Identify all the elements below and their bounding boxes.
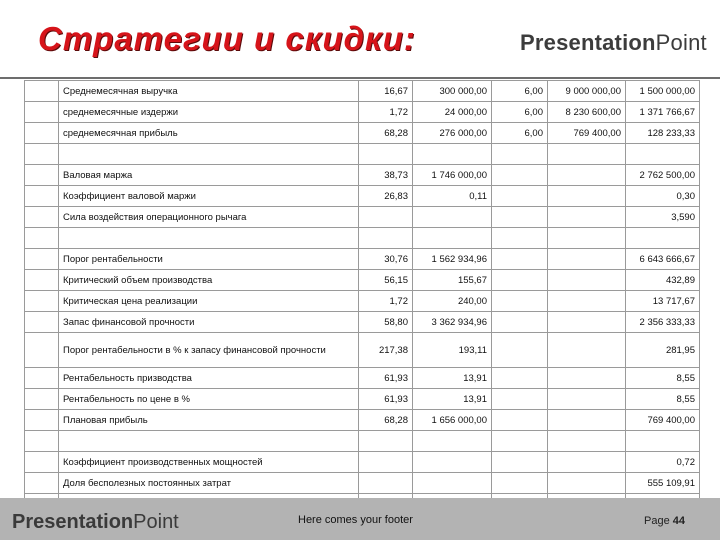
table-row xyxy=(25,102,700,123)
table-row xyxy=(25,270,700,291)
value-col-2: 1,72 xyxy=(359,291,413,312)
value-col-5 xyxy=(548,207,626,228)
value-col-4 xyxy=(492,207,548,228)
table-row xyxy=(25,291,700,312)
value-col-5 xyxy=(548,165,626,186)
value-col-6: 2 762 500,00 xyxy=(626,165,700,186)
value-col-4 xyxy=(492,165,548,186)
row-marker-cell xyxy=(25,312,59,333)
value-col-2: 38,73 xyxy=(359,165,413,186)
table-row xyxy=(25,207,700,228)
table-row xyxy=(25,249,700,270)
value-col-5 xyxy=(548,144,626,165)
row-label: Сила воздействия операционного рычага xyxy=(59,207,359,228)
table-row xyxy=(25,144,700,165)
table-row xyxy=(25,81,700,102)
value-col-4 xyxy=(492,249,548,270)
value-col-4 xyxy=(492,410,548,431)
value-col-2: 56,15 xyxy=(359,270,413,291)
value-col-5 xyxy=(548,312,626,333)
value-col-3 xyxy=(413,144,492,165)
value-col-6: 555 109,91 xyxy=(626,473,700,494)
value-col-2: 61,93 xyxy=(359,389,413,410)
value-col-2: 68,28 xyxy=(359,410,413,431)
row-marker-cell xyxy=(25,368,59,389)
row-marker-cell xyxy=(25,123,59,144)
value-col-2: 58,80 xyxy=(359,312,413,333)
row-marker-cell xyxy=(25,291,59,312)
presentationpoint-logo xyxy=(520,30,707,56)
value-col-3: 193,11 xyxy=(413,333,492,368)
value-col-6 xyxy=(626,144,700,165)
row-label: Коэффициент валовой маржи xyxy=(59,186,359,207)
page-number: 44 xyxy=(672,515,686,527)
row-marker-cell xyxy=(25,452,59,473)
table-row xyxy=(25,368,700,389)
value-col-6: 0,30 xyxy=(626,186,700,207)
value-col-5 xyxy=(548,333,626,368)
page-indicator xyxy=(644,515,685,527)
row-label: среднемесячная прибыль xyxy=(59,123,359,144)
value-col-4 xyxy=(492,473,548,494)
table-row xyxy=(25,473,700,494)
value-col-2 xyxy=(359,144,413,165)
value-col-4 xyxy=(492,186,548,207)
value-col-3: 13,91 xyxy=(413,389,492,410)
row-label: Валовая маржа xyxy=(59,165,359,186)
logo-word-point: Point xyxy=(133,511,179,533)
row-label xyxy=(59,431,359,452)
value-col-4 xyxy=(492,452,548,473)
row-marker-cell xyxy=(25,228,59,249)
footer-text: Here comes your footer xyxy=(298,514,413,526)
value-col-4 xyxy=(492,228,548,249)
value-col-4 xyxy=(492,389,548,410)
value-col-3: 1 746 000,00 xyxy=(413,165,492,186)
value-col-2 xyxy=(359,431,413,452)
value-col-4: 6,00 xyxy=(492,81,548,102)
table-row xyxy=(25,165,700,186)
value-col-6: 1 500 000,00 xyxy=(626,81,700,102)
row-label: Порог рентабельности xyxy=(59,249,359,270)
row-label: Среднемесячная выручка xyxy=(59,81,359,102)
value-col-3 xyxy=(413,473,492,494)
row-label: Рентабельность призводства xyxy=(59,368,359,389)
value-col-2 xyxy=(359,473,413,494)
table-body xyxy=(25,81,700,517)
value-col-3: 0,11 xyxy=(413,186,492,207)
row-label: Критический объем производства xyxy=(59,270,359,291)
value-col-3: 1 656 000,00 xyxy=(413,410,492,431)
value-col-3 xyxy=(413,228,492,249)
table-row xyxy=(25,333,700,368)
table-row xyxy=(25,123,700,144)
value-col-3 xyxy=(413,431,492,452)
value-col-6: 13 717,67 xyxy=(626,291,700,312)
value-col-6: 6 643 666,67 xyxy=(626,249,700,270)
value-col-4: 6,00 xyxy=(492,102,548,123)
value-col-2: 61,93 xyxy=(359,368,413,389)
value-col-3: 300 000,00 xyxy=(413,81,492,102)
value-col-5 xyxy=(548,431,626,452)
value-col-3: 240,00 xyxy=(413,291,492,312)
value-col-6 xyxy=(626,228,700,249)
value-col-6: 769 400,00 xyxy=(626,410,700,431)
logo-word-presentation: Presentation xyxy=(520,30,656,55)
row-marker-cell xyxy=(25,431,59,452)
value-col-3: 24 000,00 xyxy=(413,102,492,123)
value-col-6: 8,55 xyxy=(626,389,700,410)
value-col-3 xyxy=(413,207,492,228)
row-label: Порог рентабельности в % к запасу финансовой прочности xyxy=(59,333,359,368)
table-row xyxy=(25,228,700,249)
value-col-4 xyxy=(492,368,548,389)
row-marker-cell xyxy=(25,389,59,410)
table-row xyxy=(25,431,700,452)
row-label: Критическая цена реализации xyxy=(59,291,359,312)
row-marker-cell xyxy=(25,186,59,207)
value-col-2: 217,38 xyxy=(359,333,413,368)
value-col-5 xyxy=(548,410,626,431)
value-col-6: 281,95 xyxy=(626,333,700,368)
value-col-6: 1 371 766,67 xyxy=(626,102,700,123)
value-col-3: 155,67 xyxy=(413,270,492,291)
value-col-3: 13,91 xyxy=(413,368,492,389)
value-col-4 xyxy=(492,291,548,312)
row-label: Рентабельность по цене в % xyxy=(59,389,359,410)
value-col-4 xyxy=(492,312,548,333)
row-marker-cell xyxy=(25,144,59,165)
value-col-6: 2 356 333,33 xyxy=(626,312,700,333)
row-label xyxy=(59,228,359,249)
logo-word-presentation: Presentation xyxy=(12,511,134,533)
value-col-3: 276 000,00 xyxy=(413,123,492,144)
row-marker-cell xyxy=(25,410,59,431)
value-col-2 xyxy=(359,452,413,473)
table-row xyxy=(25,389,700,410)
value-col-5 xyxy=(548,291,626,312)
row-marker-cell xyxy=(25,165,59,186)
value-col-3 xyxy=(413,452,492,473)
slide-title: Стратегии и скидки: xyxy=(38,20,416,57)
value-col-2 xyxy=(359,228,413,249)
page-label: Page xyxy=(644,515,670,527)
logo-word-point: Point xyxy=(655,30,707,55)
row-marker-cell xyxy=(25,81,59,102)
value-col-2 xyxy=(359,207,413,228)
value-col-6: 0,72 xyxy=(626,452,700,473)
row-label: Плановая прибыль xyxy=(59,410,359,431)
value-col-6: 3,590 xyxy=(626,207,700,228)
row-label: Доля бесполезных постоянных затрат xyxy=(59,473,359,494)
footer-presentationpoint-logo xyxy=(12,511,179,534)
row-label: среднемесячные издержи xyxy=(59,102,359,123)
row-marker-cell xyxy=(25,473,59,494)
row-marker-cell xyxy=(25,270,59,291)
value-col-6: 432,89 xyxy=(626,270,700,291)
table-row xyxy=(25,312,700,333)
row-marker-cell xyxy=(25,102,59,123)
value-col-3: 1 562 934,96 xyxy=(413,249,492,270)
value-col-4 xyxy=(492,144,548,165)
value-col-2: 16,67 xyxy=(359,81,413,102)
value-col-2: 1,72 xyxy=(359,102,413,123)
table-row xyxy=(25,186,700,207)
header-divider xyxy=(0,77,720,79)
value-col-3: 3 362 934,96 xyxy=(413,312,492,333)
row-marker-cell xyxy=(25,249,59,270)
row-label: Запас финансовой прочности xyxy=(59,312,359,333)
value-col-6: 128 233,33 xyxy=(626,123,700,144)
value-col-6 xyxy=(626,431,700,452)
value-col-2: 68,28 xyxy=(359,123,413,144)
row-marker-cell xyxy=(25,207,59,228)
value-col-5: 9 000 000,00 xyxy=(548,81,626,102)
row-marker-cell xyxy=(25,333,59,368)
value-col-4: 6,00 xyxy=(492,123,548,144)
value-col-5 xyxy=(548,228,626,249)
strategy-discount-table xyxy=(24,80,700,517)
value-col-5: 8 230 600,00 xyxy=(548,102,626,123)
table-row xyxy=(25,452,700,473)
table-row xyxy=(25,410,700,431)
value-col-6: 8,55 xyxy=(626,368,700,389)
value-col-5 xyxy=(548,249,626,270)
value-col-5 xyxy=(548,186,626,207)
value-col-5 xyxy=(548,473,626,494)
value-col-5 xyxy=(548,452,626,473)
row-label: Коэффициент производственных мощностей xyxy=(59,452,359,473)
value-col-5 xyxy=(548,270,626,291)
row-label xyxy=(59,144,359,165)
value-col-4 xyxy=(492,270,548,291)
value-col-4 xyxy=(492,333,548,368)
value-col-5 xyxy=(548,389,626,410)
value-col-2: 30,76 xyxy=(359,249,413,270)
value-col-5 xyxy=(548,368,626,389)
value-col-4 xyxy=(492,431,548,452)
value-col-5: 769 400,00 xyxy=(548,123,626,144)
value-col-2: 26,83 xyxy=(359,186,413,207)
